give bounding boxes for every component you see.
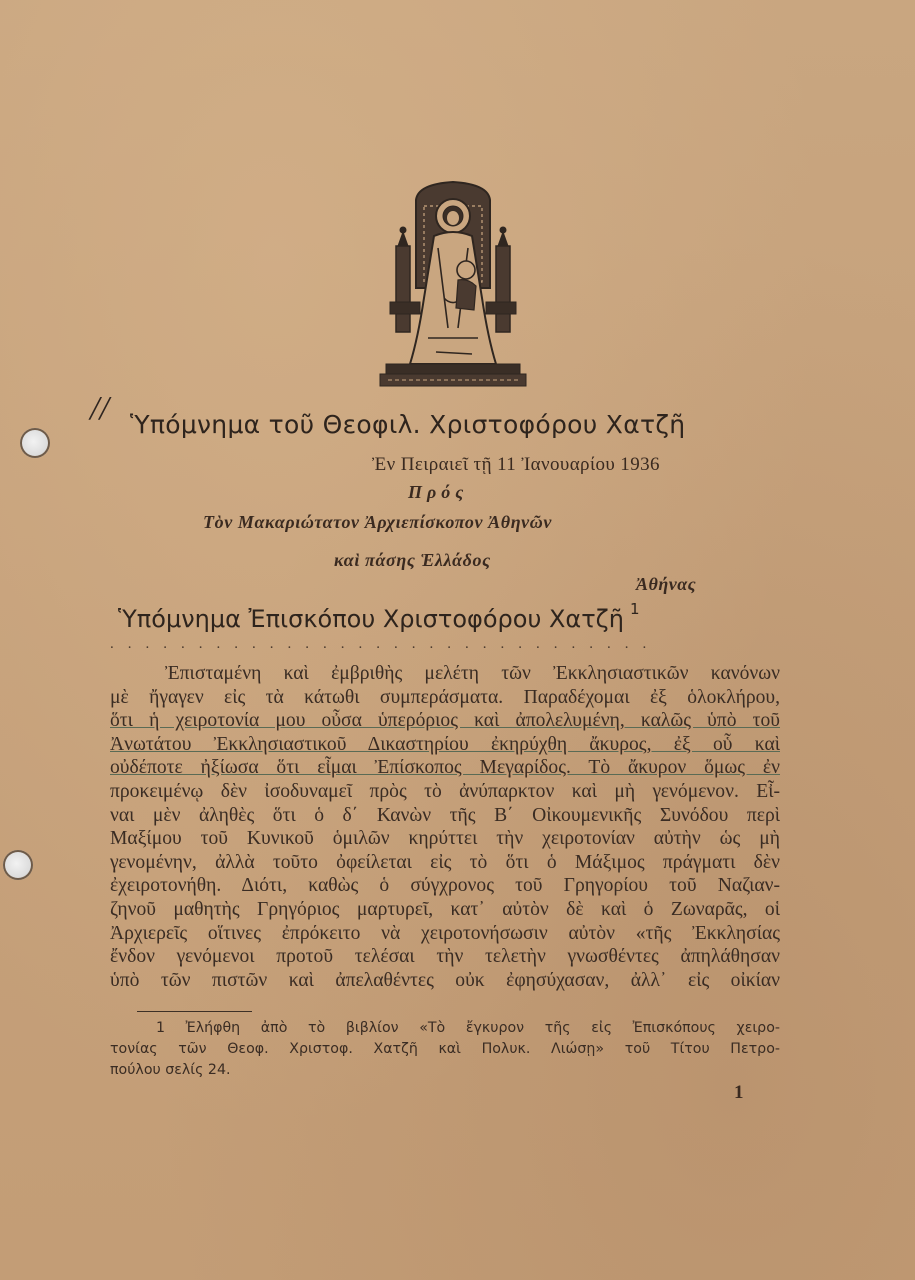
recipient-city: Ἀθήνας: [636, 574, 697, 594]
body-line: Ἐπισταμένη καὶ ἐμβριθὴς μελέτη τῶν Ἐκκλησιαστικῶν κανόνων: [165, 663, 780, 684]
footnote-reference: 1: [629, 600, 640, 618]
body-line: ἔνδον γενόμενοι προτοῦ τελέσαι τὴν τελετὴν γνωσθέντες ἀπηλάθησαν: [110, 946, 780, 968]
body-line: οὐδέποτε ἠξίωσα ὅτι εἶμαι Ἐπίσκοπος Μεγαρίδος. Τὸ ἄκυρον ὅμως ἐν: [110, 757, 780, 779]
footnote-divider: [137, 1011, 252, 1012]
body-line: ὅτι ἡ χειροτονία μου οὖσα ὑπερόριος καὶ ἀπολελυμένη, καλῶς ὑπὸ τοῦ: [110, 710, 780, 732]
footnote-line: 1 Ἐλήφθη ἀπὸ τὸ βιβλίον «Τὸ ἔγκυρον τῆς εἰς Ἐπισκόπους χειρο-: [156, 1020, 780, 1036]
date-line: Ἐν Πειραιεῖ τῇ 11 Ἰανουαρίου 1936: [372, 454, 660, 475]
body-line: Ἀρχιερεῖς οἵτινες ἐπρόκειτο νὰ χειροτονήσωσιν αὐτὸν «τῆς Ἐκκλησίας: [110, 922, 780, 944]
document-title: Ὑπόμνημα τοῦ Θεοφιλ. Χριστοφόρου Χατζῆ: [130, 410, 686, 439]
address-to: Πρός: [408, 482, 469, 502]
recipient-line-1: Τὸν Μακαριώτατον Ἀρχιεπίσκοπον Ἀθηνῶν: [203, 512, 552, 532]
body-line: προκειμένῳ δὲν ἰσοδυναμεῖ πρὸς τὸ ἀνύπαρκτον καὶ μὴ γενόμενον. Εἶ-: [110, 780, 780, 802]
binder-hole-bottom: [3, 850, 33, 880]
body-line: ναι μὲν ἀληθὲς ὅτι ὁ δ΄ Κανὼν τῆς Β΄ Οἰκουμενικῆς Συνόδου περὶ: [110, 804, 780, 826]
body-text: [110, 662, 780, 992]
virgin-and-child-icon: [378, 178, 528, 390]
memorandum-heading: [118, 600, 640, 633]
body-line: μὲ ἤγαγεν εἰς τὰ κάτωθι συμπεράσματα. Παραδέχομαι ἐξ ὁλοκλήρου,: [110, 686, 780, 708]
body-line: ὑπὸ τῶν πιστῶν καὶ ἀπελαθέντες οὐκ ἐφησύχασαν, ἀλλ᾽ εἰς οἰκίαν: [110, 969, 780, 991]
body-line: ἐχειροτονήθη. Διότι, καθὼς ὁ σύγχρονος τοῦ Γρηγορίου τοῦ Ναζιαν-: [110, 875, 780, 897]
page-number: 1: [734, 1082, 744, 1103]
footnote-line: τονίας τῶν Θεοφ. Χριστοφ. Χατζῆ καὶ Πολυκ. Λιώσῃ» τοῦ Τίτου Πετρο-: [110, 1041, 780, 1057]
dotted-separator: ...............................: [110, 636, 661, 652]
footnote-line: πούλου σελίς 24.: [110, 1062, 231, 1078]
binder-hole-top: [20, 428, 50, 458]
body-line: γενομένην, ἀλλὰ τοῦτο ὀφείλεται εἰς τὸ ὅτι ὁ Μάξιμος πράγματι δὲν: [110, 851, 780, 873]
body-line: Μαξίμου τοῦ Κυνικοῦ ὁμιλῶν κηρύττει τὴν χειροτονίαν αὐτὴν ὡς μὴ: [110, 828, 780, 850]
body-line: Ἀνωτάτου Ἐκκλησιαστικοῦ Δικαστηρίου ἐκηρύχθη ἄκυρος, ἐξ οὗ καὶ: [110, 733, 780, 755]
handwritten-mark: //: [90, 390, 109, 427]
recipient-line-2: καὶ πάσης Ἑλλάδος: [334, 550, 491, 570]
memorandum-heading-text: Ὑπόμνημα Ἐπισκόπου Χριστοφόρου Χατζῆ: [118, 605, 624, 633]
body-line: ζηνοῦ μαθητὴς Γρηγόριος μαρτυρεῖ, κατ᾽ αὐτὸν δὲ καὶ ὁ Ζωναρᾶς, οἱ: [110, 898, 780, 920]
footnote: [110, 1018, 780, 1081]
